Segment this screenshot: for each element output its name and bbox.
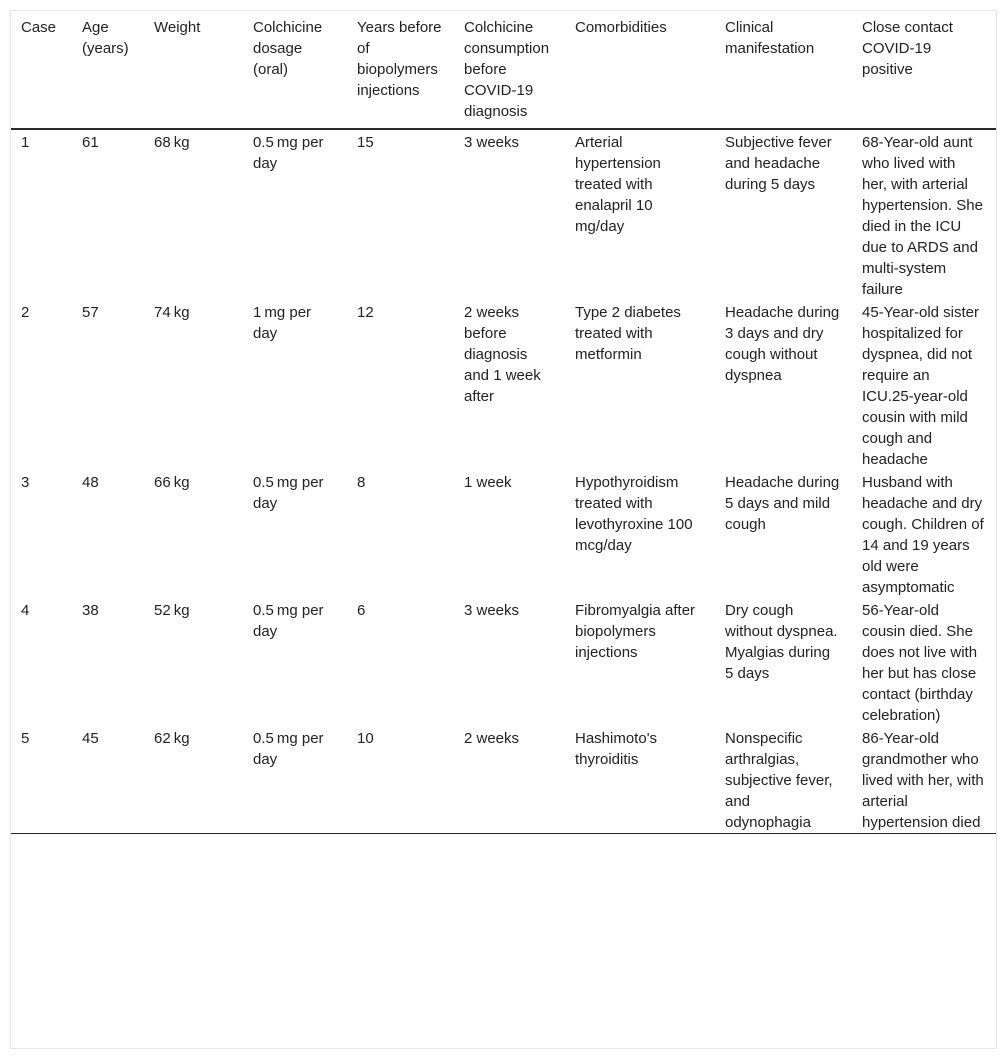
cell-manifestation: Subjective fever and headache during 5 days <box>725 134 832 193</box>
cell-dosage: 0.5 mg per day <box>253 474 324 512</box>
cell-comorbidities: Fibromyalgia after biopolymers injections <box>575 602 696 661</box>
cell-contact: 86-Year-old grandmother who lived with her, with arterial hypertension died <box>862 730 984 831</box>
cell-years-biopolymers: 15 <box>357 134 374 151</box>
cell-consumption: 1 week <box>464 474 512 491</box>
case-table <box>11 11 996 834</box>
header-weight: Weight <box>154 19 201 36</box>
cell-years-biopolymers: 12 <box>357 304 374 321</box>
cell-years-biopolymers: 8 <box>357 474 366 491</box>
cell-weight: 52 kg <box>154 602 190 619</box>
cell-manifestation: Headache during 5 days and mild cough <box>725 474 840 533</box>
cell-contact: 56-Year-old cousin died. She does not live with her but has close contact (birthday celebration) <box>862 602 978 724</box>
cell-years-biopolymers: 6 <box>357 602 366 619</box>
table-row <box>11 300 996 470</box>
cell-age: 45 <box>82 730 99 747</box>
cell-consumption: 2 weeks <box>464 730 520 747</box>
cell-weight: 62 kg <box>154 730 190 747</box>
cell-comorbidities: Hashimoto's thyroiditis <box>575 730 658 768</box>
cell-age: 48 <box>82 474 99 491</box>
cell-case: 2 <box>21 304 30 321</box>
cell-contact: 68-Year-old aunt who lived with her, with arterial hypertension. She died in the ICU due to ARDS and multi-system failure <box>862 134 983 298</box>
cell-weight: 68 kg <box>154 134 190 151</box>
table-body <box>11 129 996 834</box>
header-case: Case <box>21 19 57 36</box>
table-row <box>11 598 996 726</box>
header-manifestation: Clinical manifestation <box>725 19 815 57</box>
cell-comorbidities: Arterial hypertension treated with enalapril 10 mg/day <box>575 134 661 235</box>
cell-case: 1 <box>21 134 30 151</box>
cell-consumption: 3 weeks <box>464 602 520 619</box>
cell-comorbidities: Hypothyroidism treated with levothyroxine 100 mcg/day <box>575 474 693 554</box>
cell-manifestation: Nonspecific arthralgias, subjective fever, and odynophagia <box>725 730 833 831</box>
table-row <box>11 129 996 300</box>
cell-case: 3 <box>21 474 30 491</box>
table-row <box>11 470 996 598</box>
header-dosage: Colchicine dosage (oral) <box>253 19 323 78</box>
cell-dosage: 0.5 mg per day <box>253 730 324 768</box>
table-row <box>11 726 996 834</box>
header-row <box>11 11 996 129</box>
cell-manifestation: Dry cough without dyspnea. Myalgias during 5 days <box>725 602 838 682</box>
cell-case: 4 <box>21 602 30 619</box>
cell-age: 61 <box>82 134 99 151</box>
cell-weight: 66 kg <box>154 474 190 491</box>
cell-consumption: 3 weeks <box>464 134 520 151</box>
cell-dosage: 0.5 mg per day <box>253 134 324 172</box>
cell-age: 57 <box>82 304 99 321</box>
cell-consumption: 2 weeks before diagnosis and 1 week after <box>464 304 541 405</box>
cell-case: 5 <box>21 730 30 747</box>
header-comorbidities: Comorbidities <box>575 19 667 36</box>
header-contact: Close contact COVID-19 positive <box>862 19 953 78</box>
header-years-biopolymers: Years before of biopolymers injections <box>357 19 442 99</box>
cell-age: 38 <box>82 602 99 619</box>
cell-dosage: 1 mg per day <box>253 304 312 342</box>
cell-comorbidities: Type 2 diabetes treated with metformin <box>575 304 681 363</box>
header-age: Age (years) <box>82 19 129 57</box>
cell-dosage: 0.5 mg per day <box>253 602 324 640</box>
header-consumption: Colchicine consumption before COVID-19 diagnosis <box>464 19 550 120</box>
table-header <box>11 11 996 129</box>
cell-contact: Husband with headache and dry cough. Children of 14 and 19 years old were asymptomatic <box>862 474 984 596</box>
cell-manifestation: Headache during 3 days and dry cough without dyspnea <box>725 304 840 384</box>
cell-contact: 45-Year-old sister hospitalized for dyspnea, did not require an ICU.25-year-old cousin with mild cough and headache <box>862 304 980 468</box>
cell-years-biopolymers: 10 <box>357 730 374 747</box>
cell-weight: 74 kg <box>154 304 190 321</box>
